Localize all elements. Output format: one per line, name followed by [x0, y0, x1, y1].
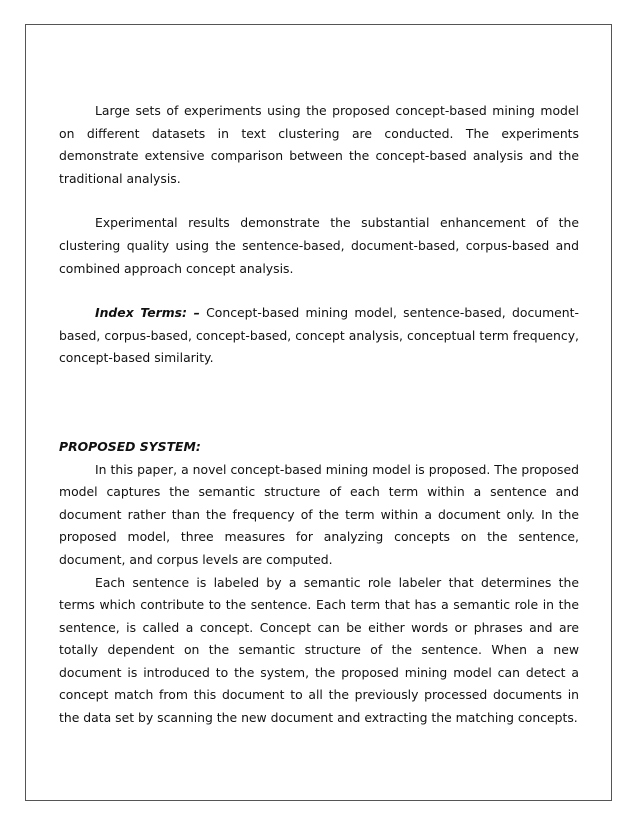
index-terms-text: Concept-based mining model, sentence-based, document-based, corpus-based, concept-based, concept analysis, conceptual term frequency, concept-based similarity.: [59, 305, 579, 366]
abstract-paragraph-2: Experimental results demonstrate the substantial enhancement of the clustering quality using the sentence-based, document-based, corpus-based and combined approach concept analysis.: [59, 215, 579, 276]
proposed-system-paragraph-2: Each sentence is labeled by a semantic role labeler that determines the terms which contribute to the sentence. Each term that has a semantic role in the sentence, is called a concept. Concept can be either words or phrases and are totally dependent on the semantic structure of the sentence. When a new document is introduced to the system, the proposed mining model can detect a concept match from this document to all the previously processed documents in the data set by scanning the new document and extracting the matching concepts.: [59, 574, 579, 726]
proposed-system-paragraph-1: In this paper, a novel concept-based mining model is proposed. The proposed model captures the semantic structure of each term within a sentence and document rather than the frequency of the term within a document only. In the proposed model, three measures for analyzing concepts on the sentence, document, and corpus levels are computed.: [59, 461, 579, 567]
index-terms-paragraph: [59, 302, 579, 370]
proposed-system-heading: PROPOSED SYSTEM:: [59, 438, 201, 454]
abstract-paragraph-1: Large sets of experiments using the proposed concept-based mining model on different datasets in text clustering are conducted. The experiments demonstrate extensive comparison between the concept-based analysis and the traditional analysis.: [59, 103, 579, 186]
document-body: [59, 100, 579, 730]
index-terms-label: Index Terms: –: [95, 305, 200, 321]
